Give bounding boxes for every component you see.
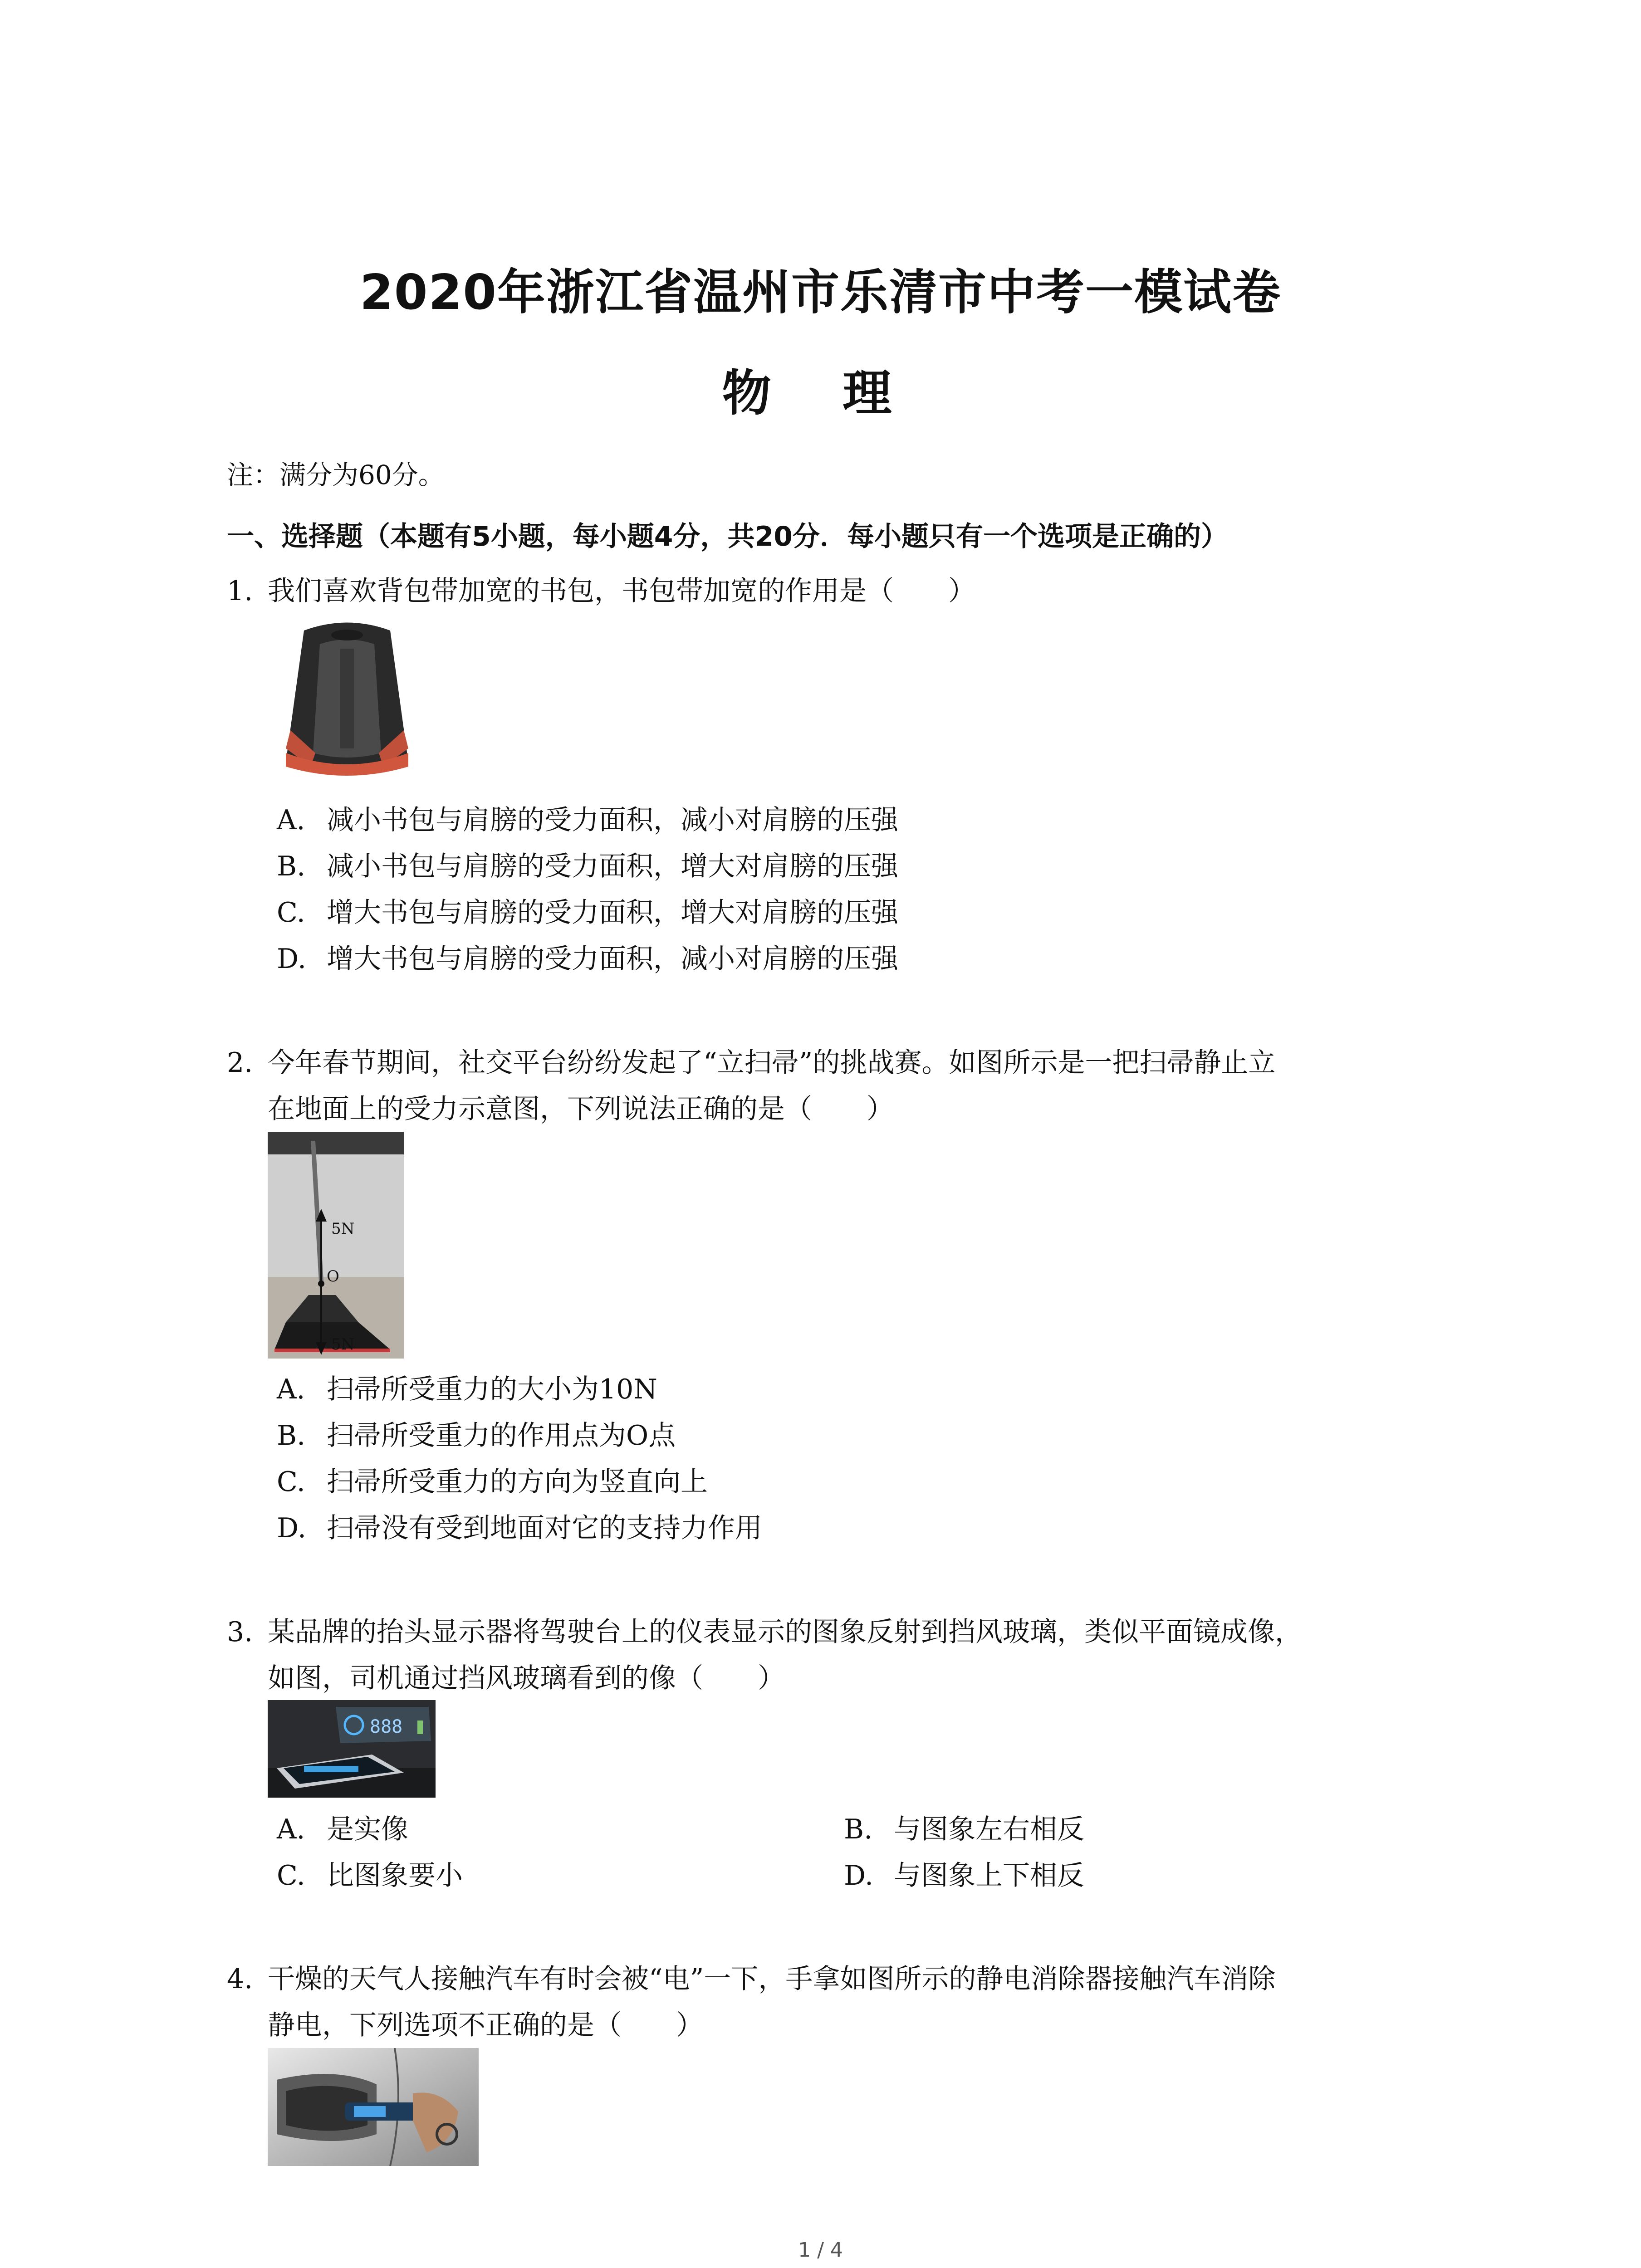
question-stem-line1: 今年春节期间，社交平台纷纷发起了“立扫帚”的挑战赛。如图所示是一把扫帚静止立	[268, 1047, 1276, 1079]
hud-display-image	[268, 1700, 436, 1798]
q1-option-b[interactable]	[277, 845, 898, 884]
option-text: 减小书包与肩膀的受力面积，增大对肩膀的压强	[327, 850, 898, 882]
q1-option-a[interactable]	[277, 798, 898, 837]
option-text: 与图象左右相反	[894, 1813, 1084, 1845]
question-number: 2.	[227, 1047, 253, 1079]
question-3	[227, 1610, 1302, 1649]
question-2	[227, 1041, 1275, 1080]
hud-readout: 888	[370, 1716, 403, 1737]
question-number: 3.	[227, 1616, 253, 1648]
broom-force-diagram	[268, 1132, 404, 1359]
question-number: 1.	[227, 575, 253, 607]
q2-option-a[interactable]	[277, 1368, 657, 1407]
option-text: 比图象要小	[327, 1860, 463, 1892]
option-label: C.	[277, 1466, 305, 1498]
question-3-cont: 如图，司机通过挡风玻璃看到的像（ ）	[268, 1662, 785, 1694]
question-2-cont: 在地面上的受力示意图，下列说法正确的是（ ）	[268, 1093, 894, 1125]
question-stem-line1: 干燥的天气人接触汽车有时会被“电”一下，手拿如图所示的静电消除器接触汽车消除	[268, 1963, 1276, 1995]
static-eliminator-image	[268, 2048, 479, 2166]
car-door-handle-icon	[268, 2048, 479, 2166]
option-label: C.	[277, 897, 305, 929]
option-text: 扫帚没有受到地面对它的支持力作用	[327, 1512, 762, 1544]
option-label: B.	[844, 1813, 873, 1845]
q3-option-b[interactable]	[844, 1808, 1084, 1847]
option-label: B.	[277, 1420, 306, 1452]
q3-option-a[interactable]	[277, 1808, 408, 1847]
option-label: D.	[277, 943, 307, 975]
page-number: 1 / 4	[798, 2239, 843, 2262]
option-text: 与图象上下相反	[894, 1860, 1084, 1892]
section-heading: 一、选择题（本题有5小题，每小题4分，共20分．每小题只有一个选项是正确的）	[227, 521, 1228, 552]
broom-icon	[268, 1132, 404, 1359]
option-text: 是实像	[327, 1813, 408, 1845]
question-stem-line1: 某品牌的抬头显示器将驾驶台上的仪表显示的图象反射到挡风玻璃，类似平面镜成像，	[268, 1616, 1302, 1648]
option-text: 增大书包与肩膀的受力面积，减小对肩膀的压强	[327, 943, 898, 975]
backpack-icon	[272, 617, 422, 787]
hud-icon	[268, 1700, 436, 1798]
subject-title: 物 理	[722, 365, 919, 422]
option-text: 减小书包与肩膀的受力面积，减小对肩膀的压强	[327, 804, 898, 836]
question-4-cont: 静电，下列选项不正确的是（ ）	[268, 2009, 703, 2041]
question-stem: 我们喜欢背包带加宽的书包，书包带加宽的作用是（ ）	[268, 575, 975, 607]
question-4	[227, 1957, 1275, 1996]
option-text: 增大书包与肩膀的受力面积，增大对肩膀的压强	[327, 897, 898, 929]
force-down-label: 5N	[331, 1335, 355, 1354]
option-label: A.	[277, 804, 305, 836]
question-number: 4.	[227, 1963, 253, 1995]
q3-option-c[interactable]	[277, 1854, 463, 1893]
option-label: D.	[844, 1860, 874, 1892]
q1-option-d[interactable]	[277, 937, 898, 976]
score-note: 注：满分为60分。	[227, 459, 445, 490]
exam-title: 2020年浙江省温州市乐清市中考一模试卷	[359, 264, 1282, 320]
option-text: 扫帚所受重力的大小为10N	[327, 1374, 657, 1405]
q2-option-b[interactable]	[277, 1414, 676, 1453]
option-label: B.	[277, 850, 306, 882]
option-label: A.	[277, 1374, 305, 1405]
option-text: 扫帚所受重力的方向为竖直向上	[327, 1466, 708, 1498]
question-1	[227, 569, 975, 608]
backpack-image	[272, 617, 422, 787]
option-label: C.	[277, 1860, 305, 1892]
point-label: O	[327, 1267, 339, 1286]
option-text: 扫帚所受重力的作用点为O点	[327, 1420, 676, 1452]
option-label: A.	[277, 1813, 305, 1845]
q2-option-c[interactable]	[277, 1460, 708, 1499]
force-up-label: 5N	[331, 1220, 355, 1238]
option-label: D.	[277, 1512, 307, 1544]
q2-option-d[interactable]	[277, 1506, 762, 1545]
q1-option-c[interactable]	[277, 891, 898, 930]
q3-option-d[interactable]	[844, 1854, 1084, 1893]
